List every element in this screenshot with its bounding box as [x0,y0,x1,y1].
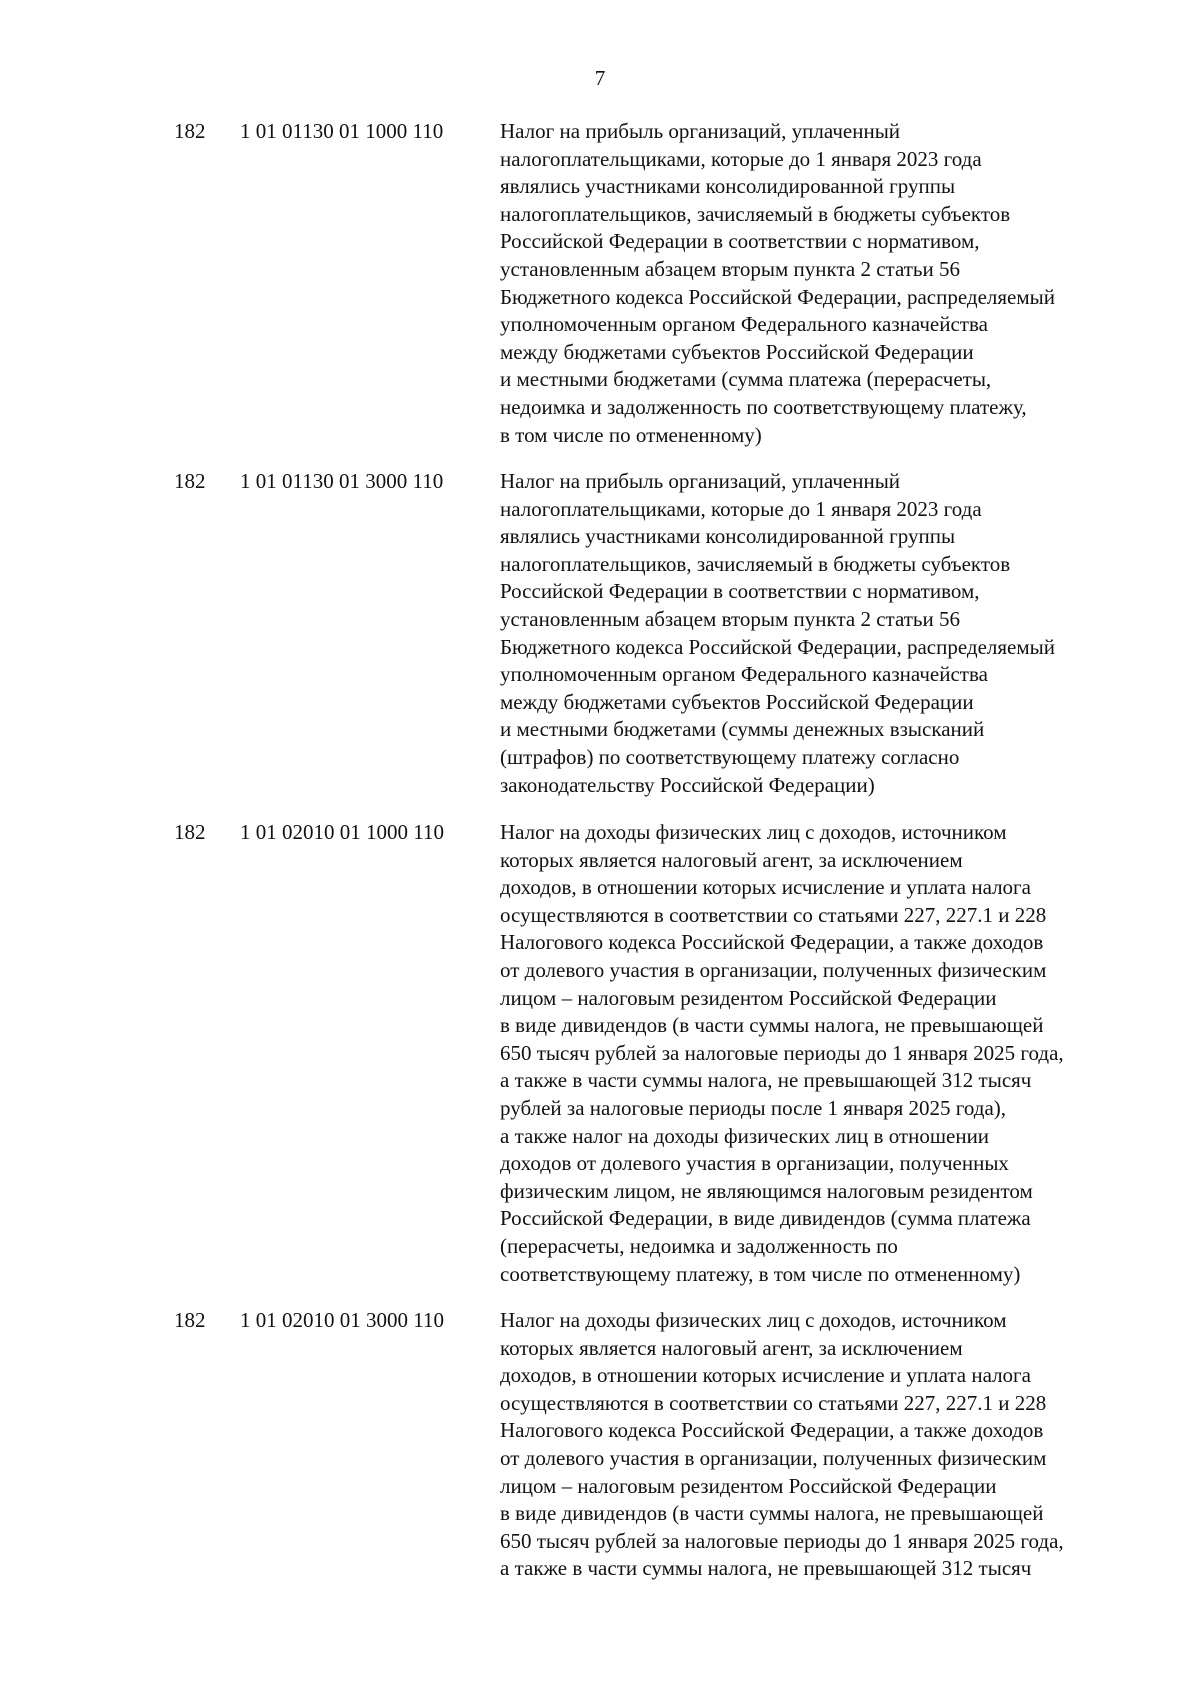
description-line: 650 тысяч рублей за налоговые периоды до 1 января 2025 года, [500,1040,1064,1065]
description-line: являлись участниками консолидированной группы [500,174,956,199]
description-line: являлись участниками консолидированной группы [500,524,956,549]
admin-code: 182 [174,1308,206,1332]
description-line: налогоплательщиков, зачисляемый в бюджеты субъектов [500,551,1011,576]
description-line: соответствующему платежу, в том числе по отмененному) [500,1261,1021,1286]
description-line: Бюджетного кодекса Российской Федерации, распределяемый [500,634,1055,659]
description-line: которых является налоговый агент, за исключением [500,847,963,872]
description-line: рублей за налоговые периоды после 1 января 2025 года), [500,1095,1007,1120]
description-line: установленным абзацем вторым пункта 2 статьи 56 [500,256,960,281]
description-line: от долевого участия в организации, полученных физическим [500,957,1047,982]
description-line: 650 тысяч рублей за налоговые периоды до 1 января 2025 года, [500,1528,1064,1553]
admin-code: 182 [174,469,206,493]
description-line: лицом – налоговым резидентом Российской Федерации [500,1473,997,1498]
description-line: от долевого участия в организации, полученных физическим [500,1445,1047,1470]
income-description [500,118,1140,449]
description-line: Бюджетного кодекса Российской Федерации, распределяемый [500,284,1055,309]
income-description [500,819,1140,1288]
description-line: законодательству Российской Федерации) [500,772,875,797]
description-line: недоимка и задолженность по соответствующему платежу, [500,394,1027,419]
budget-classification-code: 1 01 02010 01 1000 110 [240,820,444,844]
description-line: уполномоченным органом Федерального казначейства [500,312,988,337]
page-number: 7 [594,66,606,90]
description-line: Российской Федерации в соответствии с нормативом, [500,229,980,254]
description-line: физическим лицом, не являющимся налоговым резидентом [500,1178,1033,1203]
description-line: Российской Федерации в соответствии с нормативом, [500,579,980,604]
description-line: Налог на прибыль организаций, уплаченный [500,469,901,493]
description-line: доходов, в отношении которых исчисление и уплата налога [500,875,1031,900]
description-line: Налогового кодекса Российской Федерации, а также доходов [500,1418,1044,1443]
description-line: а также налог на доходы физических лиц в отношении [500,1123,990,1148]
description-line: налогоплательщиками, которые до 1 января 2023 года [500,496,982,521]
budget-classification-code: 1 01 02010 01 3000 110 [240,1308,444,1332]
description-line: Налог на доходы физических лиц с доходов, источником [500,820,1007,844]
description-line: а также в части суммы налога, не превышающей 312 тысяч [500,1068,1032,1093]
description-line: в виде дивидендов (в части суммы налога, не превышающей [500,1501,1044,1526]
description-line: осуществляются в соответствии со статьями 227, 227.1 и 228 [500,902,1047,927]
description-line: в том числе по отмененному) [500,422,762,447]
description-line: Налогового кодекса Российской Федерации, а также доходов [500,930,1044,955]
income-description [500,468,1140,799]
description-line: Российской Федерации, в виде дивидендов (сумма платежа [500,1206,1031,1231]
description-line: между бюджетами субъектов Российской Федерации [500,689,974,714]
income-description [500,1307,1140,1583]
description-line: уполномоченным органом Федерального казначейства [500,662,988,687]
description-line: и местными бюджетами (сумма платежа (перерасчеты, [500,367,992,392]
description-line: доходов от долевого участия в организации, полученных [500,1151,1009,1176]
description-line: лицом – налоговым резидентом Российской Федерации [500,985,997,1010]
description-line: между бюджетами субъектов Российской Федерации [500,339,974,364]
description-line: а также в части суммы налога, не превышающей 312 тысяч [500,1556,1032,1581]
description-line: (штрафов) по соответствующему платежу согласно [500,744,960,769]
description-line: Налог на прибыль организаций, уплаченный [500,119,901,143]
description-line: которых является налоговый агент, за исключением [500,1335,963,1360]
description-line: Налог на доходы физических лиц с доходов, источником [500,1308,1007,1332]
description-line: в виде дивидендов (в части суммы налога, не превышающей [500,1013,1044,1038]
description-line: и местными бюджетами (суммы денежных взысканий [500,717,985,742]
description-line: налогоплательщиками, которые до 1 января 2023 года [500,146,982,171]
admin-code: 182 [174,820,206,844]
description-line: налогоплательщиков, зачисляемый в бюджеты субъектов [500,201,1011,226]
budget-classification-code: 1 01 01130 01 1000 110 [240,119,444,143]
description-line: доходов, в отношении которых исчисление и уплата налога [500,1363,1031,1388]
description-line: установленным абзацем вторым пункта 2 статьи 56 [500,606,960,631]
budget-classification-code: 1 01 01130 01 3000 110 [240,469,444,493]
admin-code: 182 [174,119,206,143]
description-line: (перерасчеты, недоимка и задолженность по [500,1233,898,1258]
description-line: осуществляются в соответствии со статьями 227, 227.1 и 228 [500,1390,1047,1415]
